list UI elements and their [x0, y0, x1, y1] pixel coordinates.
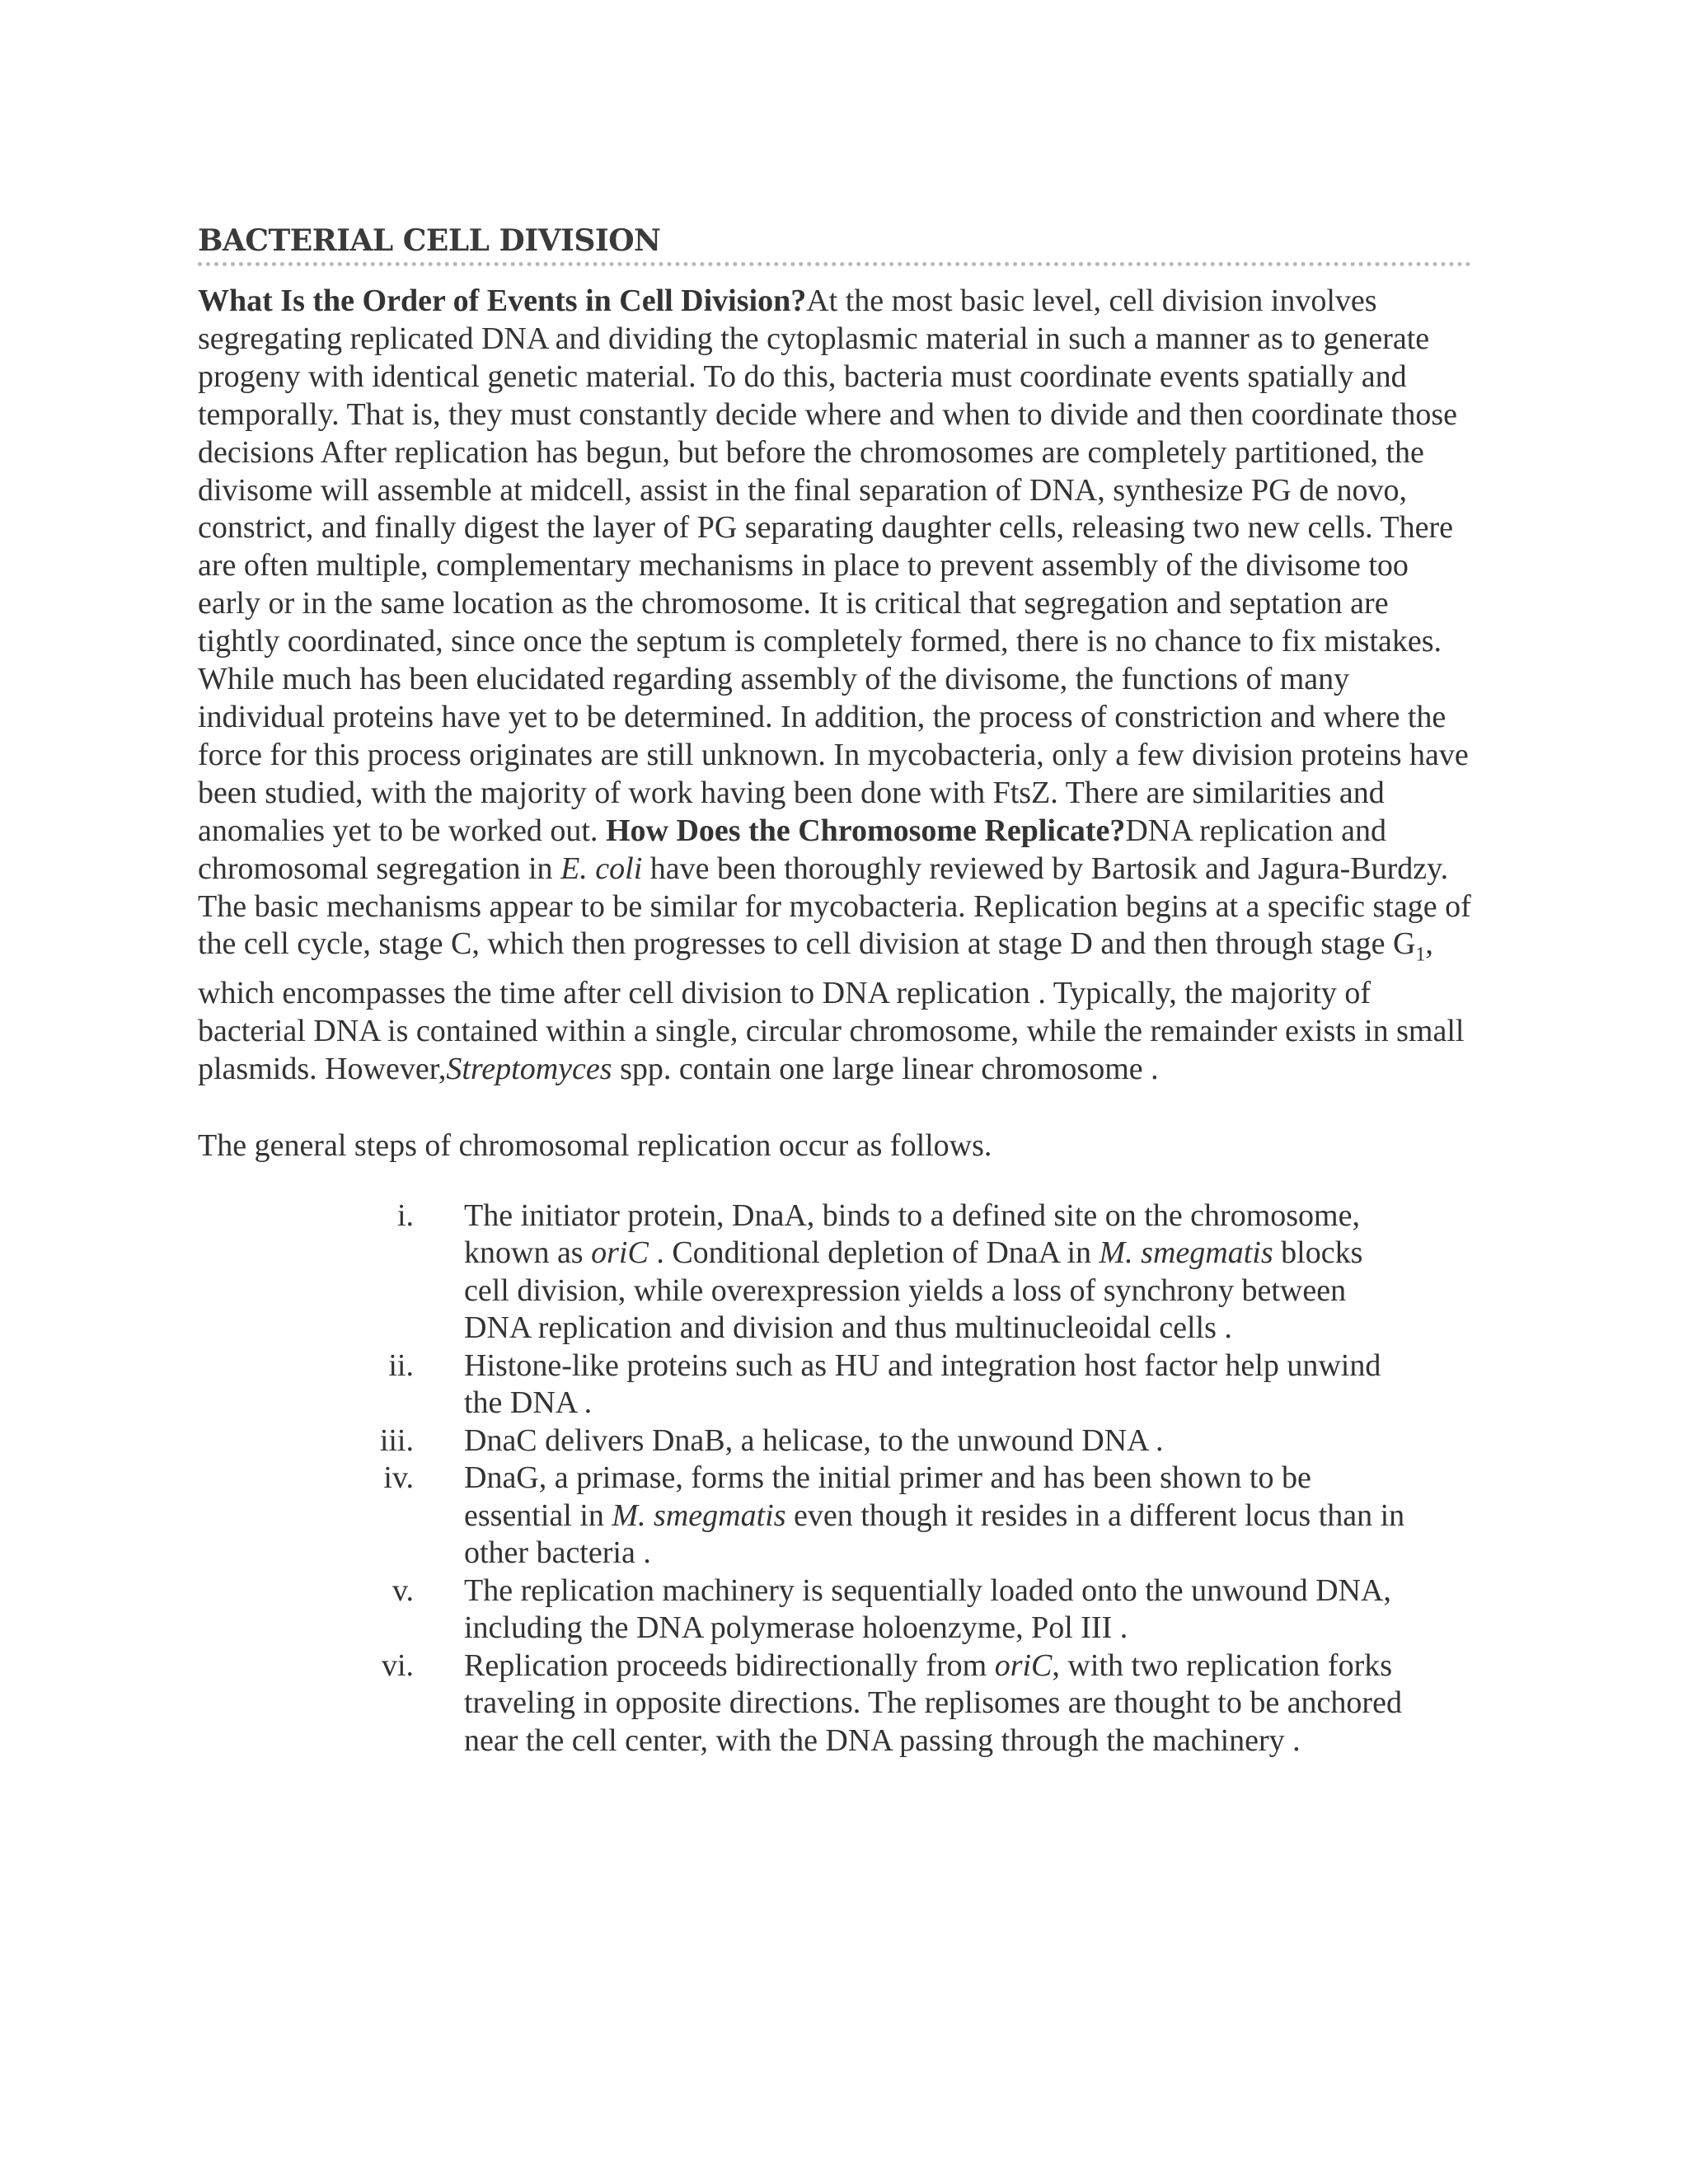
section2-heading: How Does the Chromosome Replicate?	[605, 813, 1126, 848]
step-item	[198, 1197, 1412, 1347]
step-item	[198, 1647, 1412, 1760]
step-item	[198, 1422, 1412, 1460]
steps-intro: The general steps of chromosomal replication occur as follows.	[198, 1127, 992, 1163]
step-text-run: DnaG, a primase, forms the initial primer and has been shown to be essential in	[464, 1460, 1311, 1533]
step-number: iv.	[383, 1460, 414, 1496]
section2-text-b: have been thoroughly reviewed by Bartosik and Jagura-Burdzy. The basic mechanisms appear to be similar for mycobacteria. Replication begins at a specific stage of the cell cycle, stage C, which then progresses to cell division at stage D and then through stage G	[198, 851, 1471, 962]
step-item	[198, 1460, 1412, 1572]
step-text	[464, 1647, 1412, 1760]
section2-text-d: spp. contain one large linear chromosome .	[612, 1051, 1159, 1086]
step-text-run: blocks cell division, while overexpression yields a loss of synchrony between DNA replication and division and thus multinucleoidal cells .	[464, 1235, 1363, 1346]
step-text	[464, 1197, 1412, 1347]
section1-text: At the most basic level, cell division involves segregating replicated DNA and dividing the cytoplasmic material in such a manner as to generate progeny with identical genetic material. To do this, bacteria must coordinate events spatially and temporally. That is, they must constantly decide where and when to divide and then coordinate those decisions After replication has begun, but before the chromosomes are completely partitioned, the divisome will assemble at midcell, assist in the final separation of DNA, synthesize PG de novo, constrict, and finally digest the layer of PG separating daughter cells, releasing two new cells. There are often multiple, complementary mechanisms in place to prevent assembly of the divisome too early or in the same location as the chromosome. It is critical that segregation and septation are tightly coordinated, since once the septum is completely formed, there is no chance to fix mistakes. While much has been elucidated regarding assembly of the divisome, the functions of many individual proteins have yet to be determined. In addition, the process of constriction and where the force for this process originates are still unknown. In mycobacteria, only a few division proteins have been studied, with the majority of work having been done with FtsZ. There are similarities and anomalies yet to be worked out.	[198, 284, 1469, 848]
step-text	[464, 1460, 1412, 1572]
step-text-run: Histone-like proteins such as HU and integration host factor help unwind the DNA .	[464, 1347, 1381, 1421]
step-number: v.	[392, 1572, 414, 1608]
step-text-italic: oriC	[591, 1235, 649, 1271]
document-page	[198, 221, 1471, 1760]
main-paragraph	[198, 283, 1471, 1089]
step-number: vi.	[381, 1647, 414, 1683]
step-text-run: Replication proceeds bidirectionally from	[464, 1647, 995, 1683]
step-text-run: even though it resides in a different locus than in other bacteria .	[464, 1497, 1405, 1571]
step-number: iii.	[379, 1422, 414, 1458]
step-text	[464, 1572, 1412, 1647]
step-item	[198, 1572, 1412, 1647]
section1-heading: What Is the Order of Events in Cell Division?	[198, 284, 807, 318]
step-number: i.	[396, 1197, 414, 1233]
section2-text-a: DNA replication and chromosomal segregation in	[198, 813, 1386, 886]
step-text-run: The replication machinery is sequentially loaded onto the unwound DNA, including the DNA polymerase holoenzyme, Pol III .	[464, 1572, 1391, 1646]
step-text-italic: M. smegmatis	[612, 1497, 786, 1533]
section2-text-c: , which encompasses the time after cell division to DNA replication . Typically, the majority of bacterial DNA is contained within a single, circular chromosome, while the remainder exists in small plasmids. However,	[198, 926, 1465, 1086]
step-text	[464, 1347, 1412, 1422]
step-text-italic: M. smegmatis	[1099, 1235, 1273, 1271]
step-number: ii.	[388, 1347, 414, 1383]
step-text-run: The initiator protein, DnaA, binds to a defined site on the chromosome, known as	[464, 1197, 1360, 1271]
step-text-run: . Conditional depletion of DnaA in	[648, 1235, 1100, 1271]
page-title: BACTERIAL CELL DIVISION	[198, 223, 661, 258]
step-text-run: DnaC delivers DnaB, a helicase, to the unwound DNA .	[464, 1422, 1164, 1458]
step-item	[198, 1347, 1412, 1422]
section2-italic-ecoli: E. coli	[560, 851, 643, 886]
step-text-italic: oriC	[994, 1647, 1053, 1683]
steps-list	[198, 1197, 1471, 1760]
title-dotted-rule	[198, 262, 1471, 266]
step-text-run: , with two replication forks traveling in opposite directions. The replisomes are thought to be anchored near the cell center, with the DNA passing through the machinery .	[464, 1647, 1402, 1758]
step-text	[464, 1422, 1412, 1460]
section2-subscript: 1	[1415, 944, 1426, 966]
section2-italic-streptomyces: Streptomyces	[446, 1051, 612, 1086]
